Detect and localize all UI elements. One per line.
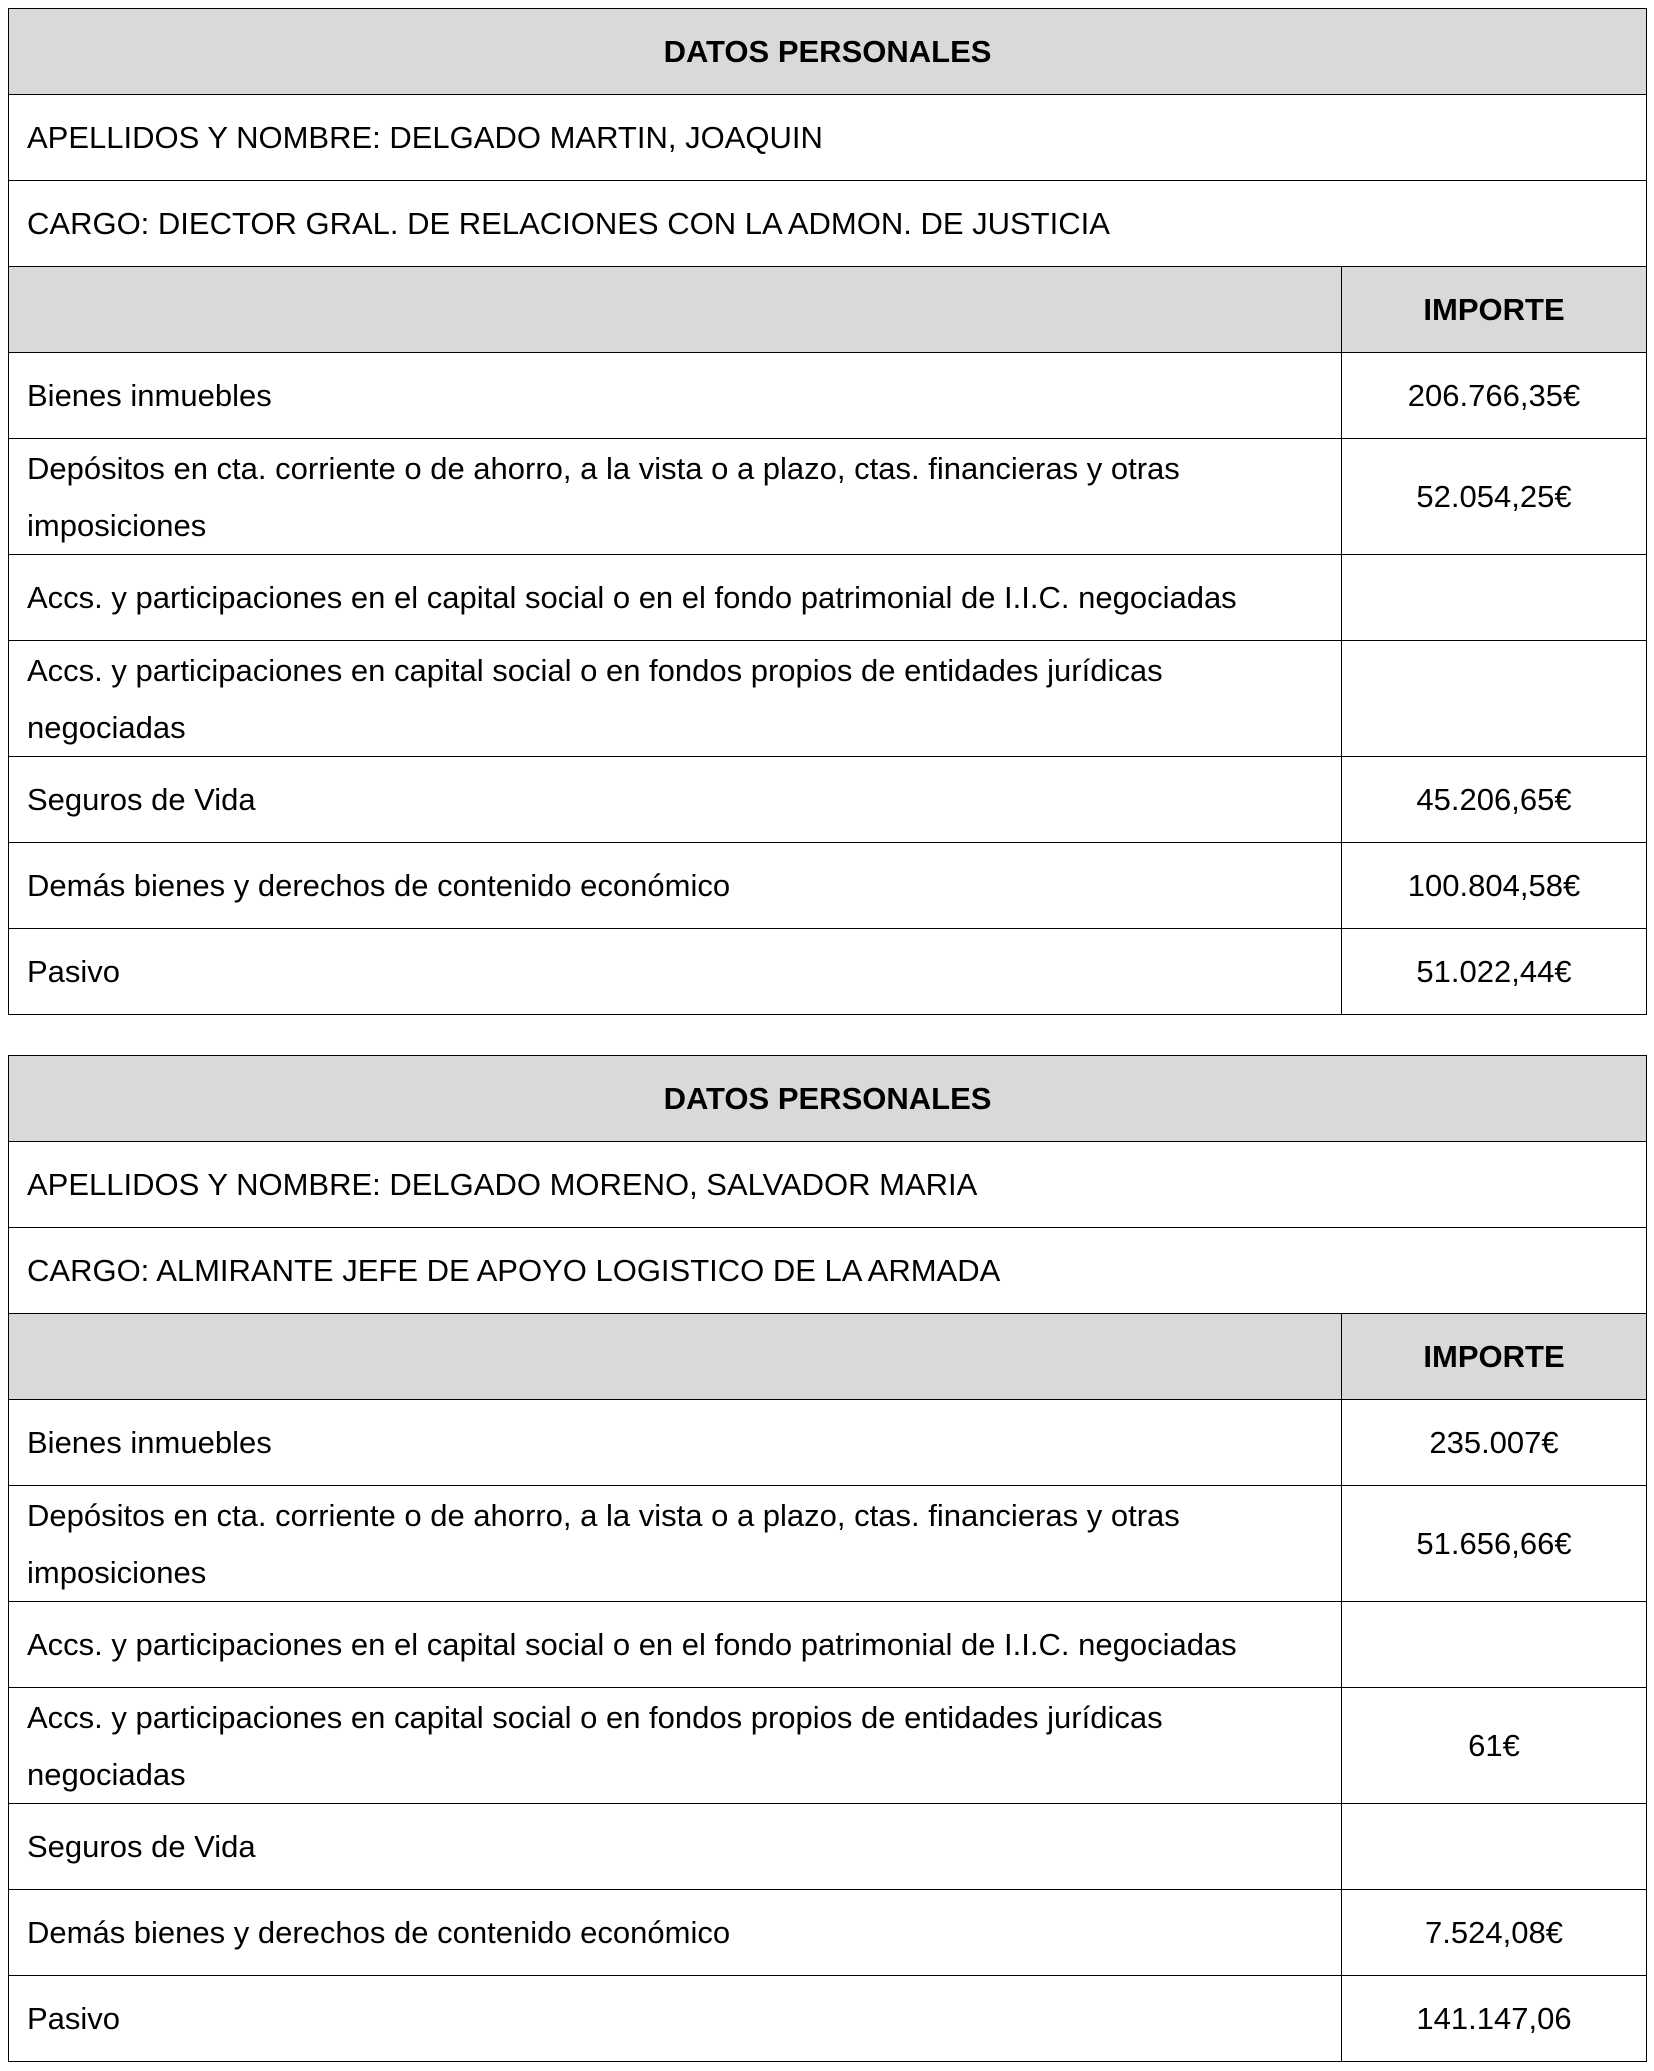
table-header: DATOS PERSONALES (9, 9, 1647, 95)
row-concept: Seguros de Vida (9, 757, 1342, 843)
table-row (9, 641, 1647, 757)
row-amount: 100.804,58€ (1342, 843, 1647, 929)
cargo-line: CARGO: DIECTOR GRAL. DE RELACIONES CON LA ADMON. DE JUSTICIA (9, 181, 1647, 267)
cargo-line: CARGO: ALMIRANTE JEFE DE APOYO LOGISTICO DE LA ARMADA (9, 1228, 1647, 1314)
column-header-amount: IMPORTE (1342, 267, 1647, 353)
table-row (9, 929, 1647, 1015)
row-amount (1342, 1602, 1647, 1688)
row-concept: Accs. y participaciones en el capital social o en el fondo patrimonial de I.I.C. negociadas (9, 1602, 1342, 1688)
name-line: APELLIDOS Y NOMBRE: DELGADO MARTIN, JOAQUIN (9, 95, 1647, 181)
declaration-table-1 (8, 8, 1647, 1015)
table-row (9, 1976, 1647, 2062)
row-concept: Seguros de Vida (9, 1804, 1342, 1890)
row-amount (1342, 641, 1647, 757)
row-amount: 141.147,06 (1342, 1976, 1647, 2062)
table-row (9, 1804, 1647, 1890)
row-amount: 206.766,35€ (1342, 353, 1647, 439)
table-row (9, 843, 1647, 929)
table-row (9, 757, 1647, 843)
row-concept: Bienes inmuebles (9, 353, 1342, 439)
table-header: DATOS PERSONALES (9, 1056, 1647, 1142)
table-row (9, 1688, 1647, 1804)
column-header-concept (9, 267, 1342, 353)
row-amount: 51.656,66€ (1342, 1486, 1647, 1602)
row-amount (1342, 1804, 1647, 1890)
name-line: APELLIDOS Y NOMBRE: DELGADO MORENO, SALVADOR MARIA (9, 1142, 1647, 1228)
table-row (9, 555, 1647, 641)
row-concept: Accs. y participaciones en el capital social o en el fondo patrimonial de I.I.C. negociadas (9, 555, 1342, 641)
row-concept: Pasivo (9, 1976, 1342, 2062)
table-row (9, 1486, 1647, 1602)
declaration-table-2 (8, 1055, 1647, 2062)
row-amount: 52.054,25€ (1342, 439, 1647, 555)
table-row (9, 439, 1647, 555)
table-row (9, 353, 1647, 439)
row-concept: Bienes inmuebles (9, 1400, 1342, 1486)
row-concept: Demás bienes y derechos de contenido económico (9, 1890, 1342, 1976)
row-concept: Demás bienes y derechos de contenido económico (9, 843, 1342, 929)
row-concept: Depósitos en cta. corriente o de ahorro, a la vista o a plazo, ctas. financieras y otras imposiciones (9, 439, 1342, 555)
table-row (9, 1890, 1647, 1976)
table-row (9, 1602, 1647, 1688)
table-row (9, 1400, 1647, 1486)
row-amount: 51.022,44€ (1342, 929, 1647, 1015)
row-amount: 61€ (1342, 1688, 1647, 1804)
column-header-concept (9, 1314, 1342, 1400)
row-concept: Pasivo (9, 929, 1342, 1015)
row-concept: Accs. y participaciones en capital social o en fondos propios de entidades jurídicas negociadas (9, 641, 1342, 757)
row-amount: 45.206,65€ (1342, 757, 1647, 843)
row-concept: Accs. y participaciones en capital social o en fondos propios de entidades jurídicas negociadas (9, 1688, 1342, 1804)
row-amount: 235.007€ (1342, 1400, 1647, 1486)
column-header-amount: IMPORTE (1342, 1314, 1647, 1400)
row-amount (1342, 555, 1647, 641)
row-concept: Depósitos en cta. corriente o de ahorro, a la vista o a plazo, ctas. financieras y otras imposiciones (9, 1486, 1342, 1602)
row-amount: 7.524,08€ (1342, 1890, 1647, 1976)
